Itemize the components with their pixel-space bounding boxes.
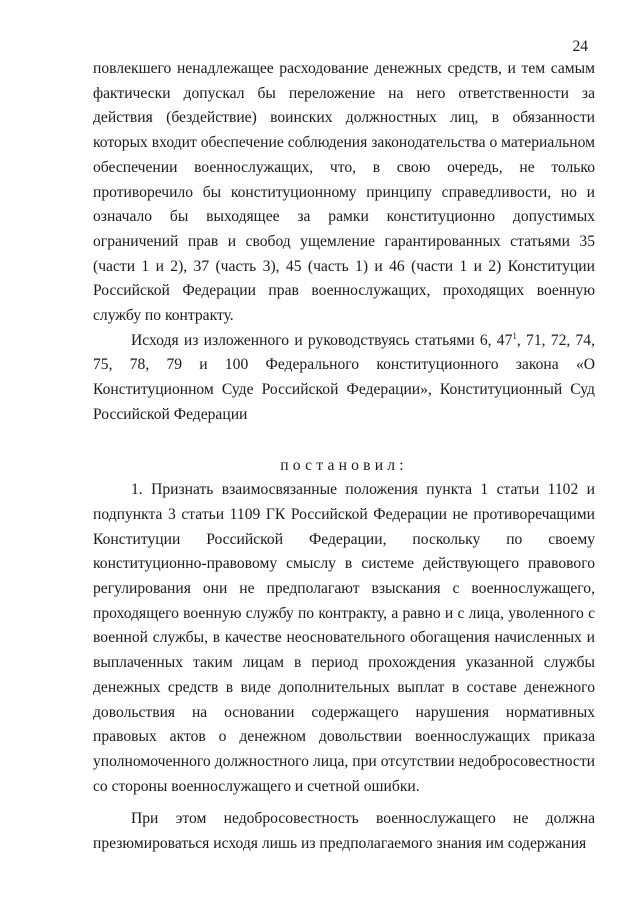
ruling-heading: постановил: xyxy=(280,456,408,474)
paragraph-legal-basis xyxy=(93,329,595,428)
legal-basis-text-end: , 71, 72, 74, 75, 78, 79 и 100 Федерального конституционного закона «О Конституционном Суде Российской Федерации», Конституционный Суд Российской Федерации xyxy=(93,331,595,423)
spacer xyxy=(93,799,595,807)
spacer xyxy=(93,428,595,454)
paragraph-ruling-2: При этом недобросовестность военнослужащего не должна презюмироваться исходя лишь из предполагаемого знания им содержания xyxy=(93,810,595,853)
paragraph-continuation: повлекшего ненадлежащее расходование денежных средств, и тем самым фактически допускал бы переложение на него ответственности за действия (бездействие) воинских должностных лиц, в обязанности которых входит обеспечение соблюдения законодательства о материальном обеспечении военнослужащих, что, в свою очередь, не только противоречило бы конституционному принципу справедливости, но и означало бы выходящее за рамки конституционно допустимых ограничений прав и свобод ущемление гарантированных статьями 35 (части 1 и 2), 37 (часть 3), 45 (часть 1) и 46 (части 1 и 2) Конституции Российской Федерации прав военнослужащих, проходящих военную службу по контракту. xyxy=(93,60,595,325)
document-body xyxy=(93,57,595,857)
paragraph-ruling-1: 1. Признать взаимосвязанные положения пункта 1 статьи 1102 и подпункта 3 статьи 1109 ГК Российской Федерации не противоречащими Конституции Российской Федерации, поскольку по своему конституционно-правовому смыслу в системе действующего правового регулирования они не предполагают взыскания с военнослужащего, проходящего военную службу по контракту, а равно и с лица, уволенного с военной службы, в качестве неосновательного обогащения начисленных и выплаченных таким лицам в период прохождения указанной службы денежных средств в виде дополнительных выплат в составе денежного довольствия на основании содержащего нарушения нормативных правовых актов о денежном довольствии военнослужащих приказа уполномоченного должностного лица, при отсутствии недобросовестности со стороны военнослужащего и счетной ошибки. xyxy=(93,481,595,795)
article-superscript: 1 xyxy=(512,330,517,341)
legal-basis-text-start: Исходя из изложенного и руководствуясь статьями 6, 47 xyxy=(131,331,513,349)
page-number: 24 xyxy=(572,38,588,55)
